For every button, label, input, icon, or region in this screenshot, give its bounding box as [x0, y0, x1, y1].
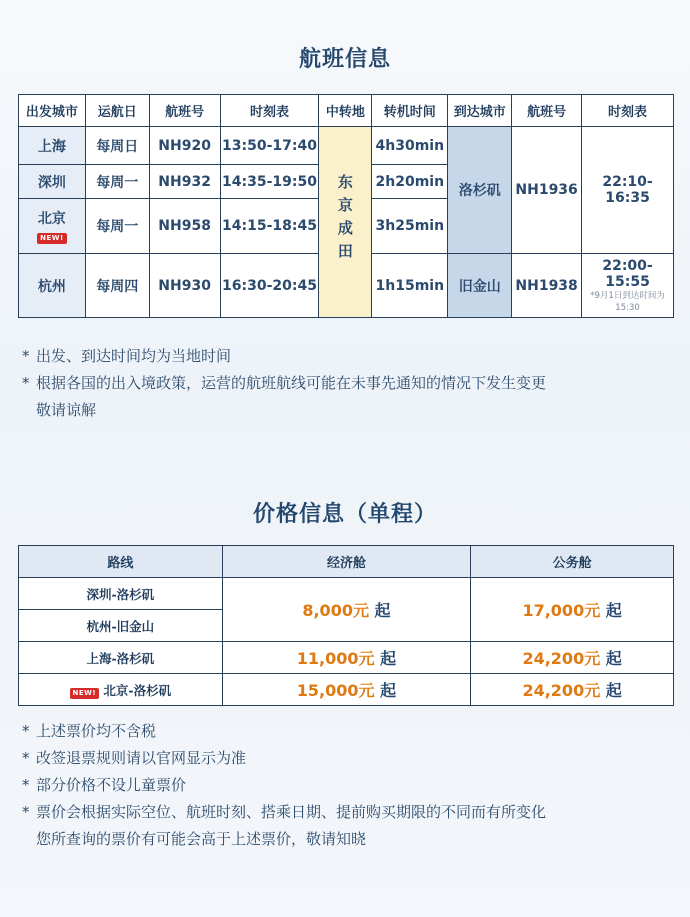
layover-time: 1h15min	[372, 254, 448, 318]
table-row	[19, 674, 674, 706]
table-header-row	[19, 546, 674, 578]
route: 上海-洛杉矶	[19, 642, 223, 674]
route: 深圳-洛杉矶	[19, 578, 223, 610]
note-item: * 上述票价均不含税	[22, 718, 682, 745]
price-value: 8,000元	[302, 601, 369, 620]
header-route: 路线	[19, 546, 223, 578]
route: 杭州-旧金山	[19, 610, 223, 642]
note-text: 票价会根据实际空位、航班时刻、搭乘日期、提前购买期限的不同而有所变化	[36, 803, 547, 821]
departure-city: 上海	[19, 127, 86, 165]
schedule: 14:15-18:45	[220, 199, 319, 254]
transfer-city	[319, 127, 372, 318]
business-price	[471, 642, 674, 674]
departure-city: 深圳	[19, 165, 86, 199]
price-from-label: 起	[374, 601, 391, 620]
header-departure-city: 出发城市	[19, 95, 86, 127]
price-from-label: 起	[380, 681, 397, 700]
header-schedule: 时刻表	[220, 95, 319, 127]
route	[19, 674, 223, 706]
flight-table	[18, 94, 674, 318]
schedule: 13:50-17:40	[220, 127, 319, 165]
arrival-city: 洛杉矶	[448, 127, 512, 254]
note-text: 上述票价均不含税	[36, 722, 157, 740]
arrival-flight-number: NH1936	[512, 127, 582, 254]
economy-price	[222, 642, 471, 674]
flight-number: NH930	[149, 254, 220, 318]
flight-number: NH920	[149, 127, 220, 165]
price-from-label: 起	[605, 649, 622, 668]
price-from-label: 起	[605, 681, 622, 700]
price-value: 24,200元	[522, 681, 601, 700]
operating-day: 每周四	[85, 254, 149, 318]
header-flight-number: 航班号	[149, 95, 220, 127]
layover-time: 4h30min	[372, 127, 448, 165]
arrival-schedule	[582, 254, 674, 318]
flight-notes	[22, 343, 682, 424]
new-badge: NEW!	[37, 233, 67, 244]
arrival-schedule: 22:10-16:35	[582, 127, 674, 254]
table-header-row	[19, 95, 674, 127]
operating-day: 每周日	[85, 127, 149, 165]
price-info-title: 价格信息（单程）	[252, 502, 437, 527]
price-value: 15,000元	[296, 681, 375, 700]
header-layover: 转机时间	[372, 95, 448, 127]
flight-number: NH958	[149, 199, 220, 254]
departure-city	[19, 199, 86, 254]
layover-time: 2h20min	[372, 165, 448, 199]
schedule: 14:35-19:50	[220, 165, 319, 199]
schedule: 16:30-20:45	[220, 254, 319, 318]
price-table	[18, 545, 674, 706]
economy-price	[222, 578, 471, 642]
operating-day: 每周一	[85, 199, 149, 254]
header-arrival-flight: 航班号	[512, 95, 582, 127]
note-item: * 部分价格不设儿童票价	[22, 772, 682, 799]
new-badge: NEW!	[70, 688, 100, 699]
flight-info-title: 航班信息	[298, 47, 391, 72]
note-text: 出发、到达时间均为当地时间	[36, 347, 232, 365]
header-economy: 经济舱	[222, 546, 471, 578]
note-text: 您所查询的票价有可能会高于上述票价，敬请知晓	[36, 830, 367, 848]
note-item: * 出发、到达时间均为当地时间	[22, 343, 682, 370]
business-price	[471, 674, 674, 706]
header-arrival-schedule: 时刻表	[582, 95, 674, 127]
flight-number: NH932	[149, 165, 220, 199]
header-operating-day: 运航日	[85, 95, 149, 127]
price-value: 24,200元	[522, 649, 601, 668]
transfer-city-label: 东京成田	[335, 174, 354, 266]
layover-time: 3h25min	[372, 199, 448, 254]
note-text: 改签退票规则请以官网显示为准	[36, 749, 247, 767]
price-notes	[22, 718, 682, 853]
business-price	[471, 578, 674, 642]
operating-day: 每周一	[85, 165, 149, 199]
price-value: 17,000元	[522, 601, 601, 620]
note-text: 敬请谅解	[36, 401, 97, 419]
price-value: 11,000元	[296, 649, 375, 668]
departure-city-label: 北京	[37, 211, 66, 227]
note-item: * 改签退票规则请以官网显示为准	[22, 745, 682, 772]
arrival-time-note: *9月1日到达时间为15:30	[590, 290, 665, 313]
arrival-city: 旧金山	[448, 254, 512, 318]
note-text: 部分价格不设儿童票价	[36, 776, 187, 794]
arrival-flight-number: NH1938	[512, 254, 582, 318]
table-row	[19, 578, 674, 610]
arrival-schedule-time: 22:00-15:55	[602, 257, 653, 290]
header-business: 公务舱	[471, 546, 674, 578]
table-row	[19, 642, 674, 674]
note-continuation	[22, 826, 682, 853]
route-label: 北京-洛杉矶	[103, 682, 172, 698]
table-row	[19, 127, 674, 165]
note-item: * 票价会根据实际空位、航班时刻、搭乘日期、提前购买期限的不同而有所变化	[22, 799, 682, 826]
note-continuation	[22, 397, 682, 424]
note-item: * 根据各国的出入境政策，运营的航班航线可能在未事先通知的情况下发生变更	[22, 370, 682, 397]
price-from-label: 起	[605, 601, 622, 620]
header-arrival-city: 到达城市	[448, 95, 512, 127]
note-text: 根据各国的出入境政策，运营的航班航线可能在未事先通知的情况下发生变更	[36, 374, 547, 392]
economy-price	[222, 674, 471, 706]
departure-city: 杭州	[19, 254, 86, 318]
price-from-label: 起	[380, 649, 397, 668]
header-transfer: 中转地	[319, 95, 372, 127]
